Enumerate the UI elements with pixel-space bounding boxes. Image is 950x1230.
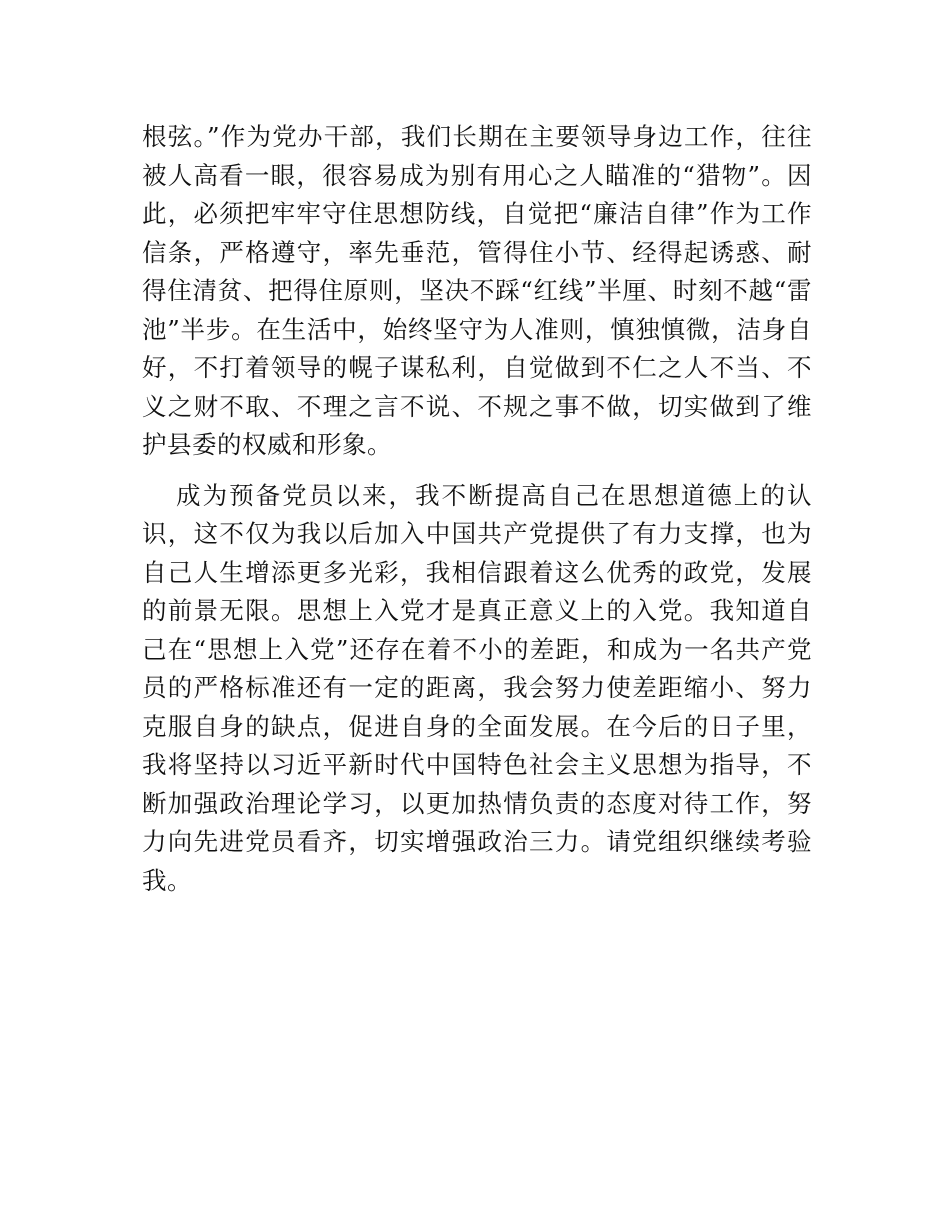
paragraph-continuation: 根弦。”作为党办干部，我们长期在主要领导身边工作，往往被人高看一眼，很容易成为别有用心之人瞄准的“猎物”。因此，必须把牢牢守住思想防线，自觉把“廉洁自律”作为工作信条，严格遵守，率先垂范，管得住小节、经得起诱惑、耐得住清贫、把得住原则，坚决不踩“红线”半厘、时刻不越“雷池”半步。在生活中，始终坚守为人准则，慎独慎微，洁身自好，不打着领导的幌子谋私利，自觉做到不仁之人不当、不义之财不取、不理之言不说、不规之事不做，切实做到了维护县委的权威和形象。 <box>142 122 812 459</box>
paragraph-conclusion: 成为预备党员以来，我不断提高自己在思想道德上的认识，这不仅为我以后加入中国共产党提供了有力支撑，也为自己人生增添更多光彩，我相信跟着这么优秀的政党，发展的前景无限。思想上入党才是真正意义上的入党。我知道自己在“思想上入党”还存在着不小的差距，和成为一名共产党员的严格标准还有一定的距离，我会努力使差距缩小、努力克服自身的缺点，促进自身的全面发展。在今后的日子里，我将坚持以习近平新时代中国特色社会主义思想为指导，不断加强政治理论学习，以更加热情负责的态度对待工作，努力向先进党员看齐，切实增强政治三力。请党组织继续考验我。 <box>142 480 812 895</box>
document-body <box>142 118 812 900</box>
